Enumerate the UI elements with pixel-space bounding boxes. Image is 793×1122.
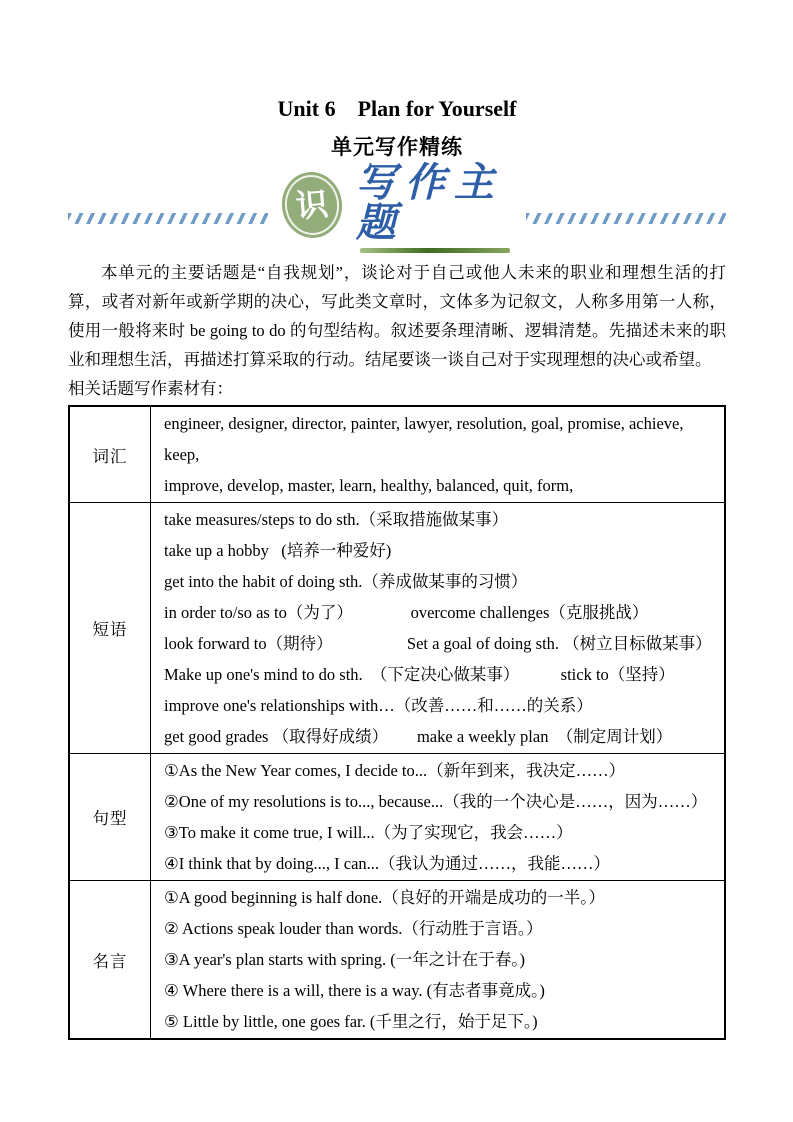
page-subtitle: 单元写作精练 — [331, 135, 463, 159]
table-line: ①A good beginning is half done.（良好的开端是成功的一半。） — [164, 888, 606, 907]
table-line: get good grades （取得好成绩） make a weekly plan （制定周计划） — [164, 727, 673, 746]
row-content — [151, 881, 724, 1038]
table-line: look forward to（期待） Set a goal of doing sth. （树立目标做某事） — [164, 634, 712, 653]
hatch-decoration-right-icon — [526, 213, 726, 224]
table-line: get into the habit of doing sth.（养成做某事的习惯） — [164, 572, 528, 591]
intro-paragraph: 本单元的主要话题是“自我规划”，谈论对于自己或他人未来的职业和理想生活的打算，或者对新年或新学期的决心，写此类文章时，文体多为记叙文，人称多用第一人称，使用一般将来时 be going to do 的句型结构。叙述要条理清晰、逻辑清楚。先描述未来的职业和理想生活，再描述打算采取的行动。结尾要谈一谈自己对于实现理想的决心或希望。 — [68, 263, 726, 369]
banner-title — [350, 157, 512, 253]
row-label: 名言 — [70, 881, 151, 1038]
table-row — [70, 407, 724, 502]
table-line: Make up one's mind to do sth. （下定决心做某事） stick to（坚持） — [164, 665, 675, 684]
table-line: ②One of my resolutions is to..., because...（我的一个决心是……，因为……） — [164, 792, 708, 811]
materials-lead-in: 相关话题写作素材有： — [68, 379, 233, 398]
table-line: ④ Where there is a will, there is a way. (有志者事竟成。) — [164, 981, 545, 1000]
materials-table — [68, 405, 726, 1040]
unit-title: Unit 6 Plan for Yourself — [277, 96, 517, 121]
table-line: ①As the New Year comes, I decide to...（新年到来，我决定……） — [164, 761, 626, 780]
table-row — [70, 502, 724, 753]
table-line: ④I think that by doing..., I can...（我认为通过……，我能……） — [164, 854, 611, 873]
badge-character: 识 — [294, 185, 330, 225]
table-line: take up a hobby (培养一种爱好) — [164, 541, 392, 560]
banner-title-text: 写作主题 — [356, 160, 503, 245]
table-line: in order to/so as to（为了） overcome challenges（克服挑战） — [164, 603, 649, 622]
row-content — [151, 407, 724, 502]
hatch-decoration-left-icon — [68, 213, 268, 224]
row-content — [151, 503, 724, 753]
table-line: ② Actions speak louder than words.（行动胜于言语。） — [164, 919, 543, 938]
table-row — [70, 880, 724, 1038]
table-line: improve, develop, master, learn, healthy, balanced, quit, form, — [164, 476, 574, 495]
row-content — [151, 754, 724, 880]
row-label: 句型 — [70, 754, 151, 880]
row-label: 词汇 — [70, 407, 151, 502]
table-row — [70, 753, 724, 880]
table-line: engineer, designer, director, painter, lawyer, resolution, goal, promise, achieve, keep, — [164, 414, 688, 464]
table-line: ③To make it come true, I will...（为了实现它，我会……） — [164, 823, 573, 842]
table-line: ⑤ Little by little, one goes far. (千里之行，始于足下。) — [164, 1012, 538, 1031]
banner-underline-decoration — [360, 248, 510, 253]
badge-seal-icon — [278, 168, 347, 242]
table-line: ③A year's plan starts with spring. (一年之计在于春。) — [164, 950, 526, 969]
table-line: improve one's relationships with…（改善……和……的关系） — [164, 696, 593, 715]
writing-theme-banner — [68, 160, 726, 245]
table-line: take measures/steps to do sth.（采取措施做某事） — [164, 510, 509, 529]
row-label: 短语 — [70, 503, 151, 753]
